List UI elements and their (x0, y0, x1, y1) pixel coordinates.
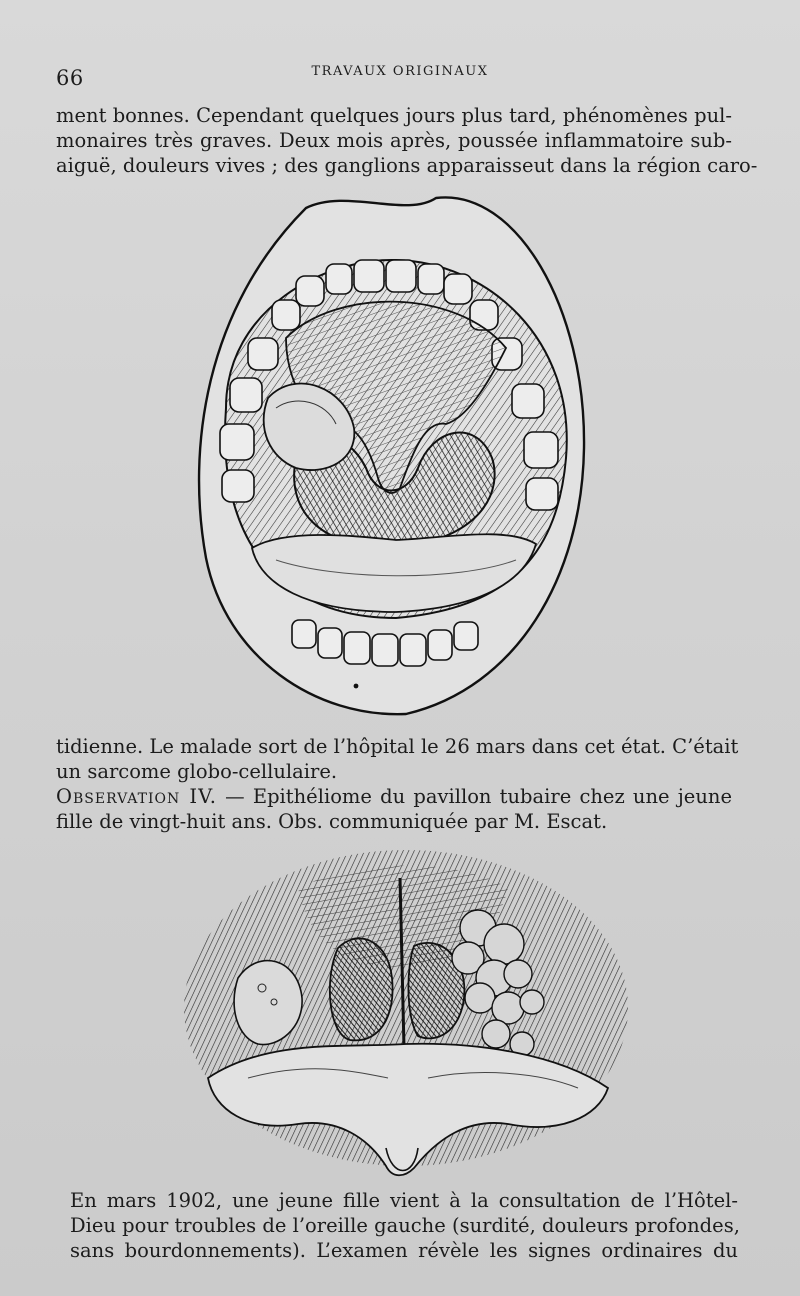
text-line: fille de vingt-huit ans. Obs. communiquée par M. Escat. (56, 810, 608, 833)
observation-heading-paragraph (56, 784, 732, 834)
posterior-rhinoscopy-illustration (178, 848, 634, 1186)
text-line: En mars 1902, une jeune fille vient à la consultation de l’Hôtel- (70, 1189, 738, 1212)
text-line (56, 784, 732, 809)
text-line: monaires très graves. Deux mois après, poussée inflammatoire sub- (56, 129, 732, 152)
text-line: un sarcome globo-cellulaire. (56, 760, 338, 783)
observation-title: — Epithéliome du pavillon tubaire chez une jeune (216, 785, 732, 808)
observation-label: Observation IV. (56, 785, 217, 808)
text-line: ment bonnes. Cependant quelques jours plus tard, phénomènes pul- (56, 104, 732, 127)
running-head: TRAVAUX ORIGINAUX (311, 64, 489, 79)
text-line: Dieu pour troubles de l’oreille gauche (surdité, douleurs profondes, (70, 1214, 740, 1237)
open-mouth-illustration (186, 188, 594, 720)
paragraph-top (56, 103, 758, 178)
figure-open-mouth (186, 188, 594, 720)
text-line: sans bourdonnements). L’examen révèle les signes ordinaires du (70, 1239, 738, 1262)
paragraph-middle (56, 734, 739, 784)
page-number: 66 (56, 66, 84, 90)
figure-rhinoscopy (178, 848, 634, 1186)
text-line: aiguë, douleurs vives ; des ganglions apparaisseut dans la région caro- (56, 154, 758, 177)
text-line: tidienne. Le malade sort de l’hôpital le 26 mars dans cet état. C’était (56, 735, 739, 758)
paragraph-bottom (70, 1188, 738, 1263)
